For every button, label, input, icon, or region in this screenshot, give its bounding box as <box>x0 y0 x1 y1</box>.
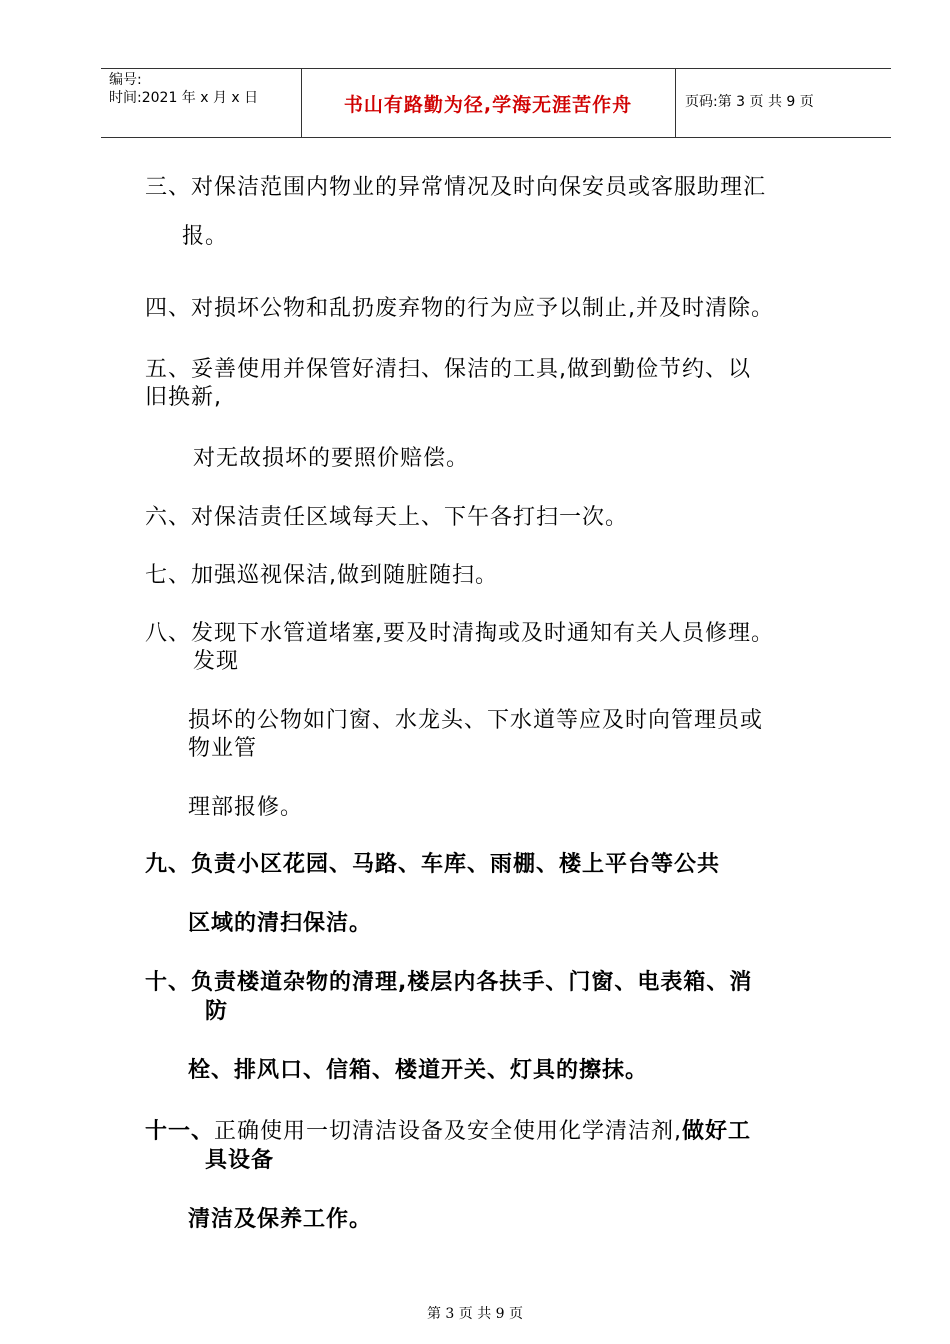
item-11-bold-text: 做好工 <box>682 1119 752 1144</box>
item-5-line-2: 旧换新, <box>145 385 222 410</box>
document-date: 时间:2021 年 x 月 x 日 <box>109 90 259 106</box>
item-11-line-3: 清洁及保养工作。 <box>188 1207 373 1232</box>
item-10-line-2: 防 <box>205 999 229 1024</box>
item-4: 四、对损坏公物和乱扔废弃物的行为应予以制止,并及时清除。 <box>145 296 774 321</box>
document-number: 编号: <box>109 72 142 88</box>
header-motto: 书山有路勤为径,学海无涯苦作舟 <box>343 93 633 116</box>
item-8-line-2: 发现 <box>193 649 240 674</box>
item-7: 七、加强巡视保洁,做到随脏随扫。 <box>145 563 498 588</box>
item-3-line-1: 三、对保洁范围内物业的异常情况及时向保安员或客服助理汇 <box>145 175 767 200</box>
page-footer: 第 3 页 共 9 页 <box>426 1306 524 1322</box>
item-9-line-1: 九、负责小区花园、马路、车库、雨棚、楼上平台等公共 <box>145 852 721 877</box>
item-11-text: 正确使用一切清洁设备及安全使用化学清洁剂, <box>214 1119 683 1144</box>
item-11-line-1 <box>145 1118 751 1146</box>
item-8-line-1: 八、发现下水管道堵塞,要及时清掏或及时通知有关人员修理。 <box>145 621 774 646</box>
item-8-line-3: 损坏的公物如门窗、水龙头、下水道等应及时向管理员或 <box>188 708 764 733</box>
header-meta <box>109 71 258 107</box>
item-9-line-2: 区域的清扫保洁。 <box>188 911 373 936</box>
item-5-line-3: 对无故损坏的要照价赔偿。 <box>193 446 470 471</box>
item-6: 六、对保洁责任区域每天上、下午各打扫一次。 <box>145 505 629 530</box>
header-divider <box>675 69 676 137</box>
item-3-line-2: 报。 <box>182 224 229 249</box>
item-10-line-1: 十、负责楼道杂物的清理,楼层内各扶手、门窗、电表箱、消 <box>145 970 753 995</box>
item-8-line-4: 物业管 <box>188 736 258 761</box>
item-5-line-1: 五、妥善使用并保管好清扫、保洁的工具,做到勤俭节约、以 <box>145 357 751 382</box>
header-page-number: 页码:第 3 页 共 9 页 <box>685 94 814 110</box>
item-8-line-5: 理部报修。 <box>188 795 304 820</box>
item-11-line-2: 具设备 <box>205 1148 275 1173</box>
page-header <box>101 68 891 138</box>
item-10-line-3: 栓、排风口、信箱、楼道开关、灯具的擦抹。 <box>188 1058 649 1083</box>
item-11-number: 十一、 <box>145 1119 215 1144</box>
